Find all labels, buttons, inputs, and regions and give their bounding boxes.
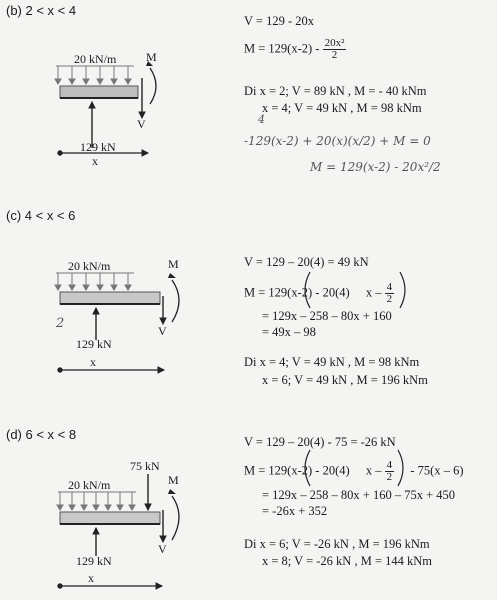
boundary-result-1: Di x = 2; V = 89 kN , M = - 40 kNm (244, 84, 427, 98)
point-load-label: 75 kN (130, 459, 160, 473)
moment-label: M (146, 50, 157, 64)
distributed-load-label: 20 kN/m (74, 52, 117, 66)
handwritten-note: -129(x-2) + 20(x)(x/2) + M = 0 (244, 134, 431, 148)
boundary-result-2: x = 6; V = 49 kN , M = 196 kNm (262, 373, 428, 387)
moment-arrow-head (168, 489, 176, 494)
beam (60, 512, 160, 524)
handwritten-result: M = 129(x-2) - 20x²/2 (310, 160, 441, 174)
handwritten-mark: 2 (56, 316, 65, 331)
moment-equation-inner: x – (365, 463, 382, 478)
moment-label: M (168, 473, 179, 487)
distributed-load-arrows (57, 492, 136, 510)
moment-equation-lhs: M = 129(x-2) - 20(4) (244, 463, 350, 478)
x-label: x (90, 355, 96, 369)
shear-label: V (158, 324, 167, 338)
handwritten-mark: 4 (258, 113, 265, 126)
shear-label: V (137, 117, 146, 131)
moment-equation-inner: x – (365, 285, 382, 300)
moment-expansion-1: = 129x – 258 – 80x + 160 – 75x + 450 (262, 488, 456, 502)
reaction-arrow (93, 528, 99, 556)
moment-fraction-numerator: 4 (386, 459, 393, 471)
moment-fraction-denominator: 2 (386, 471, 393, 483)
shear-equation: V = 129 – 20(4) = 49 kN (244, 255, 369, 269)
boundary-result-1: Di x = 4; V = 49 kN , M = 98 kNm (244, 355, 420, 369)
moment-arrow (172, 496, 179, 540)
shear-arrow (160, 510, 166, 542)
moment-equation (244, 460, 464, 483)
moment-expansion-2: = 49x – 98 (262, 325, 316, 339)
point-load-arrow (145, 474, 151, 510)
distributed-load-label: 20 kN/m (68, 478, 111, 492)
section-b-header: (b) 2 < x < 4 (6, 3, 77, 18)
x-label: x (92, 154, 98, 168)
reaction-label: 129 kN (76, 337, 112, 351)
moment-fraction-denominator: 2 (386, 293, 393, 305)
boundary-result-2: x = 4; V = 49 kN , M = 98 kNm (262, 101, 422, 115)
x-dimension-arrow (58, 583, 162, 589)
boundary-result-1: Di x = 6; V = -26 kN , M = 196 kNm (244, 537, 430, 551)
moment-expansion-2: = -26x + 352 (262, 504, 328, 518)
moment-label: M (168, 257, 179, 271)
shear-label: V (158, 542, 167, 556)
boundary-result-2: x = 8; V = -26 kN , M = 144 kNm (262, 554, 433, 568)
shear-equation: V = 129 - 20x (244, 14, 315, 28)
moment-fraction-numerator: 4 (386, 281, 393, 293)
x-label: x (88, 571, 94, 585)
moment-fraction-denominator: 2 (331, 49, 338, 61)
section-d-header: (d) 6 < x < 8 (6, 427, 77, 442)
moment-fraction (385, 460, 395, 483)
reaction-label: 129 kN (76, 554, 112, 568)
moment-fraction-numerator: 20x² (324, 37, 345, 49)
moment-equation-lhs: M = 129(x-2) - (244, 41, 320, 56)
moment-equation-tail: - 75(x – 6) (410, 463, 464, 478)
section-c-header: (c) 4 < x < 6 (6, 208, 76, 223)
moment-expansion-1: = 129x – 258 – 80x + 160 (262, 309, 392, 323)
distributed-load-label: 20 kN/m (68, 259, 111, 273)
moment-equation-lhs: M = 129(x-2) - 20(4) (244, 285, 350, 300)
reaction-label: 129 kN (80, 140, 116, 154)
shear-equation: V = 129 – 20(4) - 75 = -26 kN (244, 435, 396, 449)
